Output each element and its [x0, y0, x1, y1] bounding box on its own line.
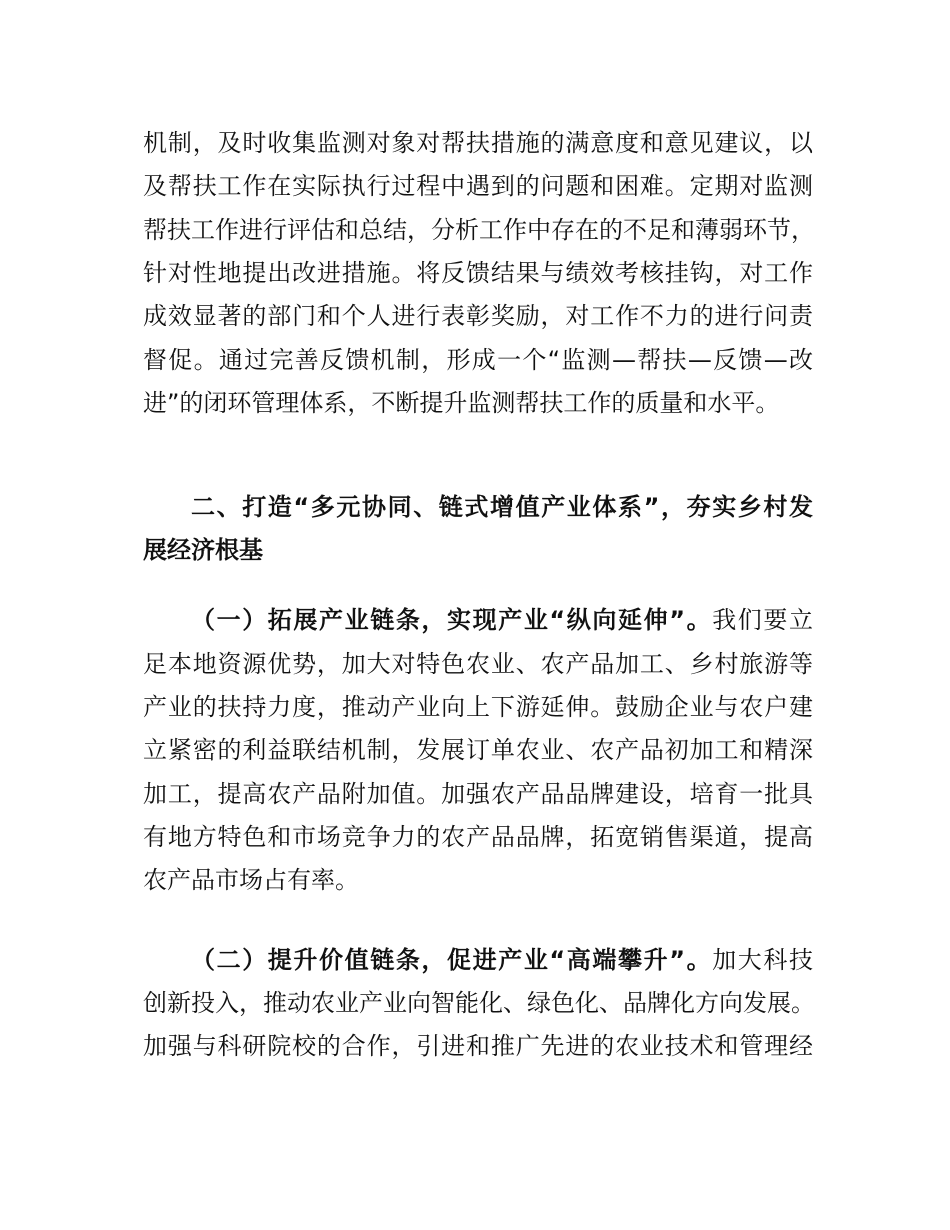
text-span: 我们要立: [712, 606, 814, 634]
heading-line: 二、打造“多元协同、链式增值产业体系”，夯实乡村发: [191, 493, 813, 521]
text-line: [191, 946, 813, 974]
text-line: 农产品市场占有率。: [143, 866, 359, 894]
text-line: 针对性地提出改进措施。将反馈结果与绩效考核挂钩，对工作: [143, 259, 813, 287]
text-line: 成效显著的部门和个人进行表彰奖励，对工作不力的进行问责: [143, 302, 813, 330]
text-line: 加强与科研院校的合作，引进和推广先进的农业技术和管理经: [143, 1032, 813, 1060]
text-line: 足本地资源优势，加大对特色农业、农产品加工、乡村旅游等: [143, 650, 813, 678]
text-line: 有地方特色和市场竞争力的农产品品牌，拓宽销售渠道，提高: [143, 823, 813, 851]
text-line: 及帮扶工作在实际执行过程中遇到的问题和困难。定期对监测: [143, 172, 813, 200]
text-line: 督促。通过完善反馈机制，形成一个“监测—帮扶—反馈—改: [143, 346, 813, 374]
subsection-title: （一）拓展产业链条，实现产业“纵向延伸”。: [191, 606, 713, 634]
text-span: 加大科技: [712, 946, 814, 974]
text-line: 创新投入，推动农业产业向智能化、绿色化、品牌化方向发展。: [143, 989, 815, 1017]
text-line: 帮扶工作进行评估和总结，分析工作中存在的不足和薄弱环节，: [143, 216, 815, 244]
text-line: 进”的闭环管理体系，不断提升监测帮扶工作的质量和水平。: [143, 389, 780, 417]
text-line: 加工，提高农产品附加值。加强农产品品牌建设，培育一批具: [143, 780, 813, 808]
text-line: 产业的扶持力度，推动产业向上下游延伸。鼓励企业与农户建: [143, 693, 813, 721]
text-line: 立紧密的利益联结机制，发展订单农业、农产品初加工和精深: [143, 736, 813, 764]
text-line: 机制，及时收集监测对象对帮扶措施的满意度和意见建议，以: [143, 129, 813, 157]
heading-line: 展经济根基: [143, 536, 263, 564]
subsection-title: （二）提升价值链条，促进产业“高端攀升”。: [191, 946, 713, 974]
text-line: [191, 606, 813, 634]
